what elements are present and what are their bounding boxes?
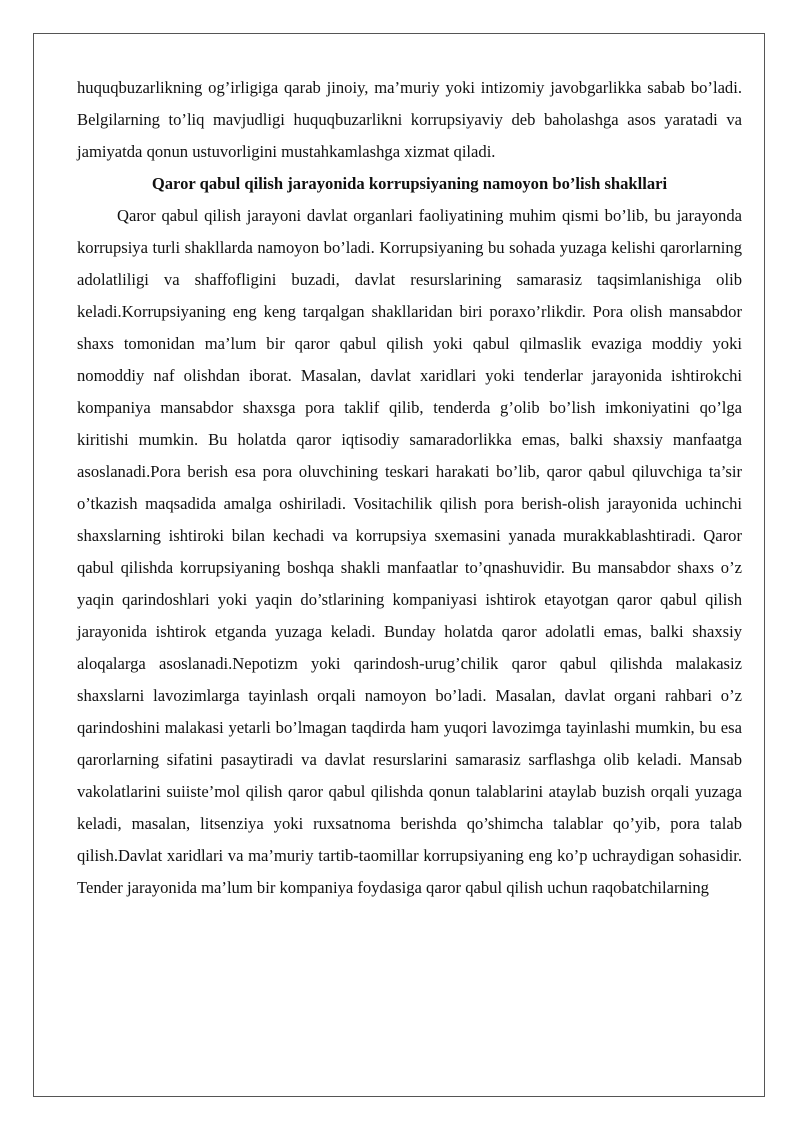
section-heading: Qaror qabul qilish jarayonida korrupsiyaning namoyon bo’lish shakllari [151,174,668,193]
continuation-paragraph: huquqbuzarlikning og’irligiga qarab jinoiy, ma’muriy yoki intizomiy javobgarlikka sabab bo’ladi. Belgilarning to’liq mavjudligi huquqbuzarlikni korrupsiyaviy deb baholashga asos yaratadi va jamiyatda qonun ustuvorligini mustahkamlashga xizmat qiladi. [77,78,742,161]
body-paragraph: Qaror qabul qilish jarayoni davlat organlari faoliyatining muhim qismi bo’lib, bu jarayonda korrupsiya turli shakllarda namoyon bo’ladi. Korrupsiyaning bu sohada yuzaga kelishi qarorlarning adolatliligi va shaffofligini buzadi, davlat resurslarining samarasiz taqsimlanishiga olib keladi.Korrupsiyaning eng keng tarqalgan shakllaridan biri poraxo’rlikdir. Pora olish mansabdor shaxs tomonidan ma’lum bir qaror qabul qilish yoki qabul qilmaslik evaziga moddiy yoki nomoddiy naf olishdan iborat. Masalan, davlat xaridlari yoki tenderlar jarayonida ishtirokchi kompaniya mansabdor shaxsga pora taklif qilib, tenderda g’olib bo’lish imkoniyatini qo’lga kiritishi mumkin. Bu holatda qaror iqtisodiy samaradorlikka emas, balki shaxsiy manfaatga asoslanadi.Pora berish esa pora oluvchining teskari harakati bo’lib, qaror qabul qiluvchiga ta’sir o’tkazish maqsadida amalga oshiriladi. Vositachilik qilish pora berish-olish jarayonida uchinchi shaxslarning ishtiroki bilan kechadi va korrupsiya sxemasini yanada murakkablashtiradi. Qaror qabul qilishda korrupsiyaning boshqa shakli manfaatlar to’qnashuvidir. Bu mansabdor shaxs o’z yaqin qarindoshlari yoki yaqin do’stlarining kompaniyasi ishtirok etayotgan qaror qabul qilish jarayonida ishtirok etganda yuzaga keladi. Bunday holatda qaror adolatli emas, balki shaxsiy aloqalarga asoslanadi.Nepotizm yoki qarindosh-urug’chilik qaror qabul qilishda malakasiz shaxslarni lavozimlarga tayinlash orqali namoyon bo’ladi. Masalan, davlat organi rahbari o’z qarindoshini malakasi yetarli bo’lmagan taqdirda ham yuqori lavozimga tayinlashi mumkin, bu esa qarorlarning sifatini pasaytiradi va davlat resurslarini samarasiz sarflashga olib keladi. Mansab vakolatlarini suiiste’mol qilish qaror qabul qilishda qonun talablarini ataylab buzish orqali yuzaga keladi, masalan, litsenziya yoki ruxsatnoma berishda qo’shimcha talablar qo’yib, pora talab qilish.Davlat xaridlari va ma’muriy tartib-taomillar korrupsiyaning eng ko’p uchraydigan sohasidir. Tender jarayonida ma’lum bir kompaniya foydasiga qaror qabul qilish uchun raqobatchilarning [77,206,742,897]
document-body [77,72,742,904]
